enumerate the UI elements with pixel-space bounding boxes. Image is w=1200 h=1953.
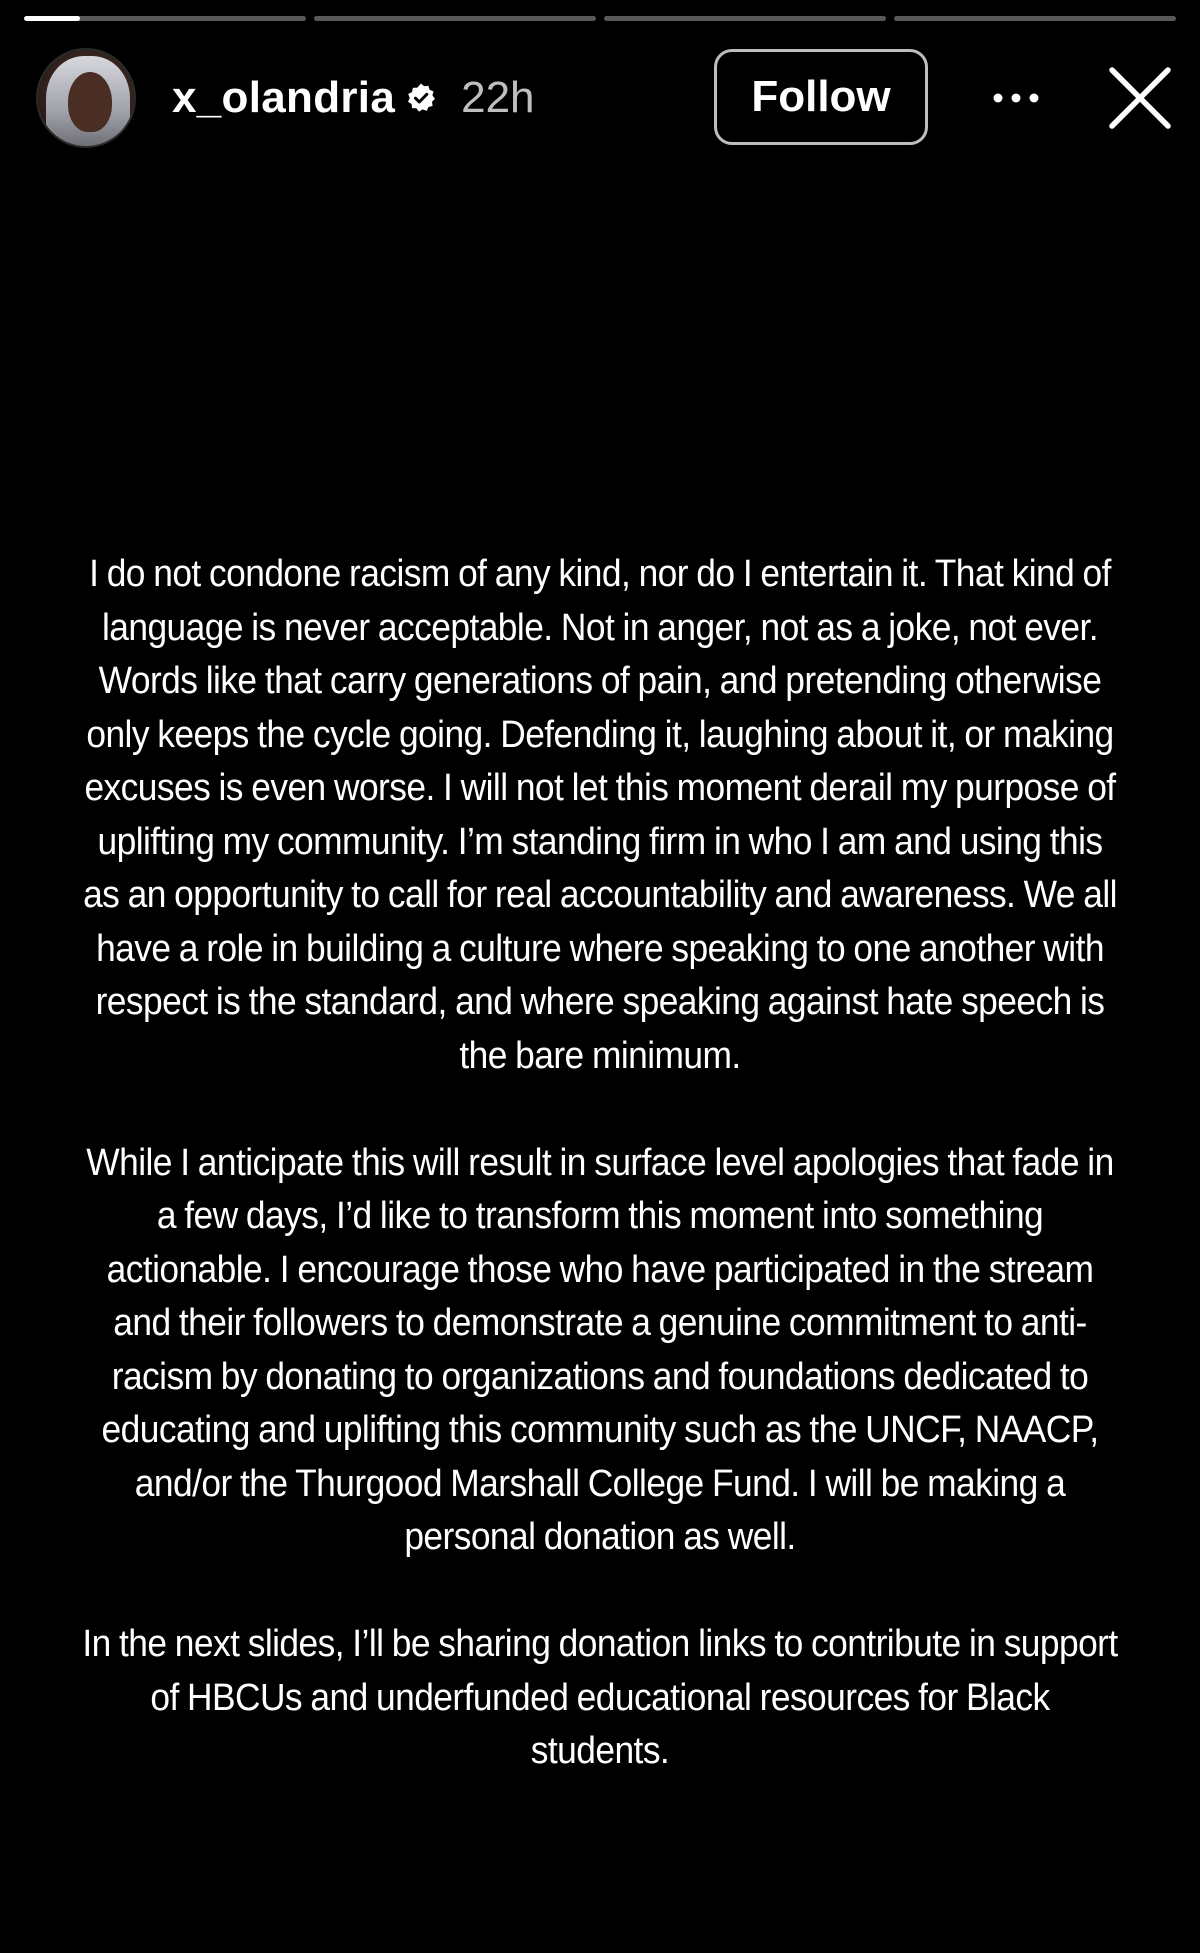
- story-header: [36, 48, 1176, 148]
- avatar-face: [68, 72, 112, 132]
- more-options-icon[interactable]: [986, 72, 1046, 124]
- profile-avatar[interactable]: [36, 48, 136, 148]
- progress-segment: [314, 16, 596, 21]
- story-paragraph: In the next slides, I’ll be sharing donation links to contribute in support of HBCUs and underfunded educational resources for Black students.: [82, 1623, 1118, 1772]
- story-paragraph: While I anticipate this will result in surface level apologies that fade in a few days, I’d like to transform this moment into something actionable. I encourage those who have participated in the stream and their followers to demonstrate a genuine commitment to anti-racism by donating to organizations and foundations dedicated to educating and uplifting this community such as the UNCF, NAACP, and/or the Thurgood Marshall College Fund. I will be making a personal donation as well.: [86, 1141, 1114, 1558]
- username[interactable]: x_olandria: [172, 73, 396, 122]
- story-paragraph: I do not condone racism of any kind, nor do I entertain it. That kind of language is never acceptable. Not in anger, not as a joke, not ever. Words like that carry generations of pain, and pretending otherwise only keeps the cycle going. Defending it, laughing about it, or making excuses is even worse. I will not let this moment derail my purpose of uplifting my community. I’m standing firm in who I am and using this as an opportunity to call for real accountability and awareness. We all have a role in building a culture where speaking to one another with respect is the standard, and where speaking against hate speech is the bare minimum.: [83, 553, 1117, 1077]
- story-progress-bar: [24, 16, 1176, 21]
- progress-segment: [24, 16, 306, 21]
- verified-badge-icon: [405, 82, 437, 114]
- time-ago: 22h: [461, 73, 535, 122]
- story-text: [79, 548, 1121, 1832]
- progress-fill: [24, 16, 80, 21]
- close-icon[interactable]: [1108, 66, 1172, 130]
- progress-segment: [894, 16, 1176, 21]
- follow-button[interactable]: Follow: [714, 49, 928, 145]
- progress-segment: [604, 16, 886, 21]
